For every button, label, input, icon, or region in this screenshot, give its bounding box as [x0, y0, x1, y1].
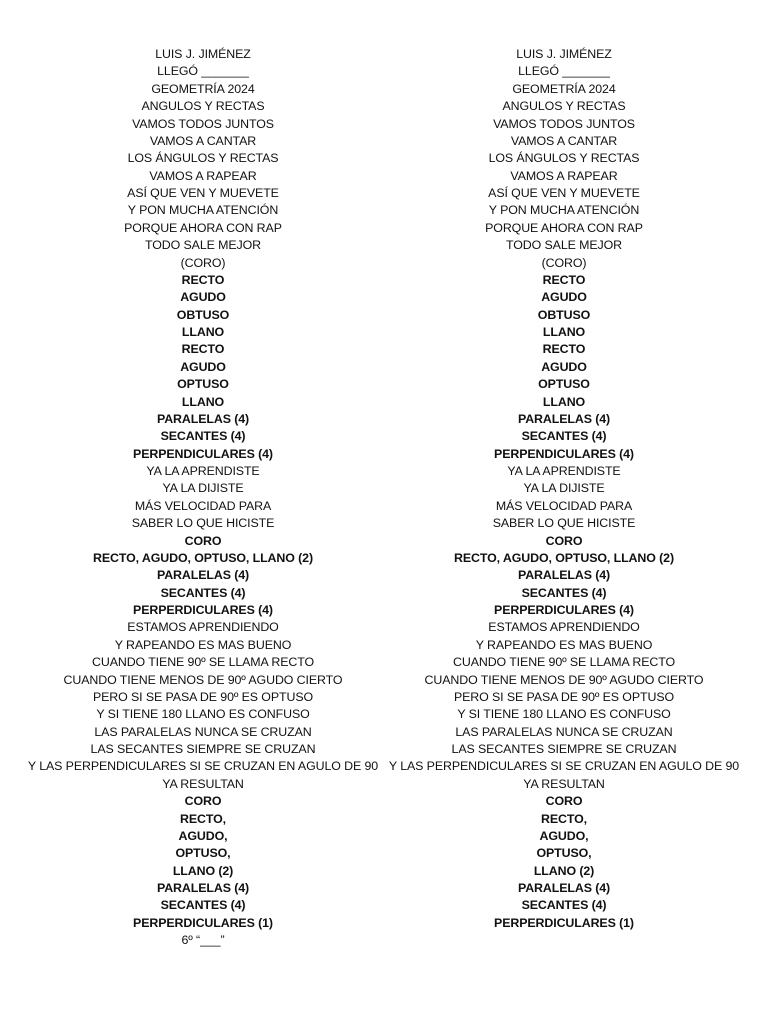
lyric-line: PORQUE AHORA CON RAP	[124, 220, 282, 235]
lyric-line: PARALELAS (4)	[156, 881, 250, 895]
lyric-line: LOS ÁNGULOS Y RECTAS	[127, 151, 279, 166]
lyric-line: CORO	[545, 794, 583, 809]
lyric-line: LOS ÁNGULOS Y RECTAS	[488, 151, 640, 166]
lyric-line: SECANTES (4)	[160, 898, 246, 913]
lyric-line: OPTUSO,	[175, 846, 231, 861]
lyric-line: SABER LO QUE HICISTE	[131, 516, 275, 531]
lyric-line: PARALELAS (4)	[517, 411, 611, 426]
lyric-line: ASÍ QUE VEN Y MUEVETE	[127, 186, 279, 200]
lyric-line: OBTUSO	[176, 307, 230, 322]
lyric-line: VAMOS A RAPEAR	[149, 168, 257, 183]
lyric-line: PERO SI SE PASA DE 90º ES OPTUSO	[92, 689, 314, 704]
lyrics-column-left	[11, 46, 395, 950]
lyric-line: LAS SECANTES SIEMPRE SE CRUZAN	[451, 742, 677, 756]
lyric-line: AGUDO,	[178, 828, 228, 843]
lyric-line: Y SI TIENE 180 LLANO ES CONFUSO	[457, 707, 671, 722]
lyric-line: LUIS J. JIMÉNEZ	[155, 47, 251, 61]
lyric-line: ASÍ QUE VEN Y MUEVETE	[488, 186, 640, 200]
lyric-line: VAMOS A CANTAR	[510, 133, 618, 148]
lyric-line: SECANTES (4)	[160, 429, 246, 444]
lyric-line: ESTAMOS APRENDIENDO	[488, 620, 640, 635]
lyric-line: SABER LO QUE HICISTE	[492, 516, 636, 531]
lyric-line: CUANDO TIENE 90º SE LLAMA RECTO	[92, 655, 314, 670]
lyric-line: RECTO, AGUDO, OPTUSO, LLANO (2)	[454, 550, 674, 565]
lyric-line: RECTO	[181, 342, 225, 357]
lyric-line: AGUDO	[180, 290, 226, 305]
lyric-line: PERPERDICULARES (4)	[133, 603, 273, 617]
lyric-line: SECANTES (4)	[521, 585, 607, 600]
lyric-line: TODO SALE MEJOR	[505, 238, 622, 253]
lyric-line: RECTO, AGUDO, OPTUSO, LLANO (2)	[93, 550, 313, 565]
lyric-line: PORQUE AHORA CON RAP	[485, 220, 643, 235]
lyric-line: PERPERDICULARES (1)	[133, 915, 273, 930]
lyric-line: GEOMETRÍA 2024	[512, 81, 616, 96]
lyric-line: LLANO (2)	[533, 863, 595, 878]
lyric-line: RECTO	[542, 272, 586, 287]
lyric-line: LAS PARALELAS NUNCA SE CRUZAN	[455, 724, 673, 739]
lyric-line: RECTO	[181, 272, 225, 287]
lyric-line: OPTUSO	[538, 377, 590, 392]
lyric-line: CORO	[184, 794, 222, 809]
lyric-line: YA LA APRENDISTE	[507, 464, 621, 478]
lyric-line: YA LA DIJISTE	[523, 481, 605, 496]
lyric-line: VAMOS TODOS JUNTOS	[132, 116, 274, 131]
lyric-line: RECTO,	[541, 811, 587, 826]
lyric-line: Y SI TIENE 180 LLANO ES CONFUSO	[96, 707, 310, 722]
lyric-line: LLANO	[181, 325, 225, 339]
lyric-line: PARALELAS (4)	[156, 568, 250, 583]
lyric-line: SECANTES (4)	[521, 429, 607, 444]
lyric-line: YA LA DIJISTE	[162, 481, 244, 496]
lyric-line: OPTUSO,	[536, 846, 592, 861]
lyric-line: YA LA APRENDISTE	[146, 464, 260, 478]
lyric-line: Y RAPEANDO ES MAS BUENO	[475, 637, 653, 652]
lyric-line: LAS SECANTES SIEMPRE SE CRUZAN	[90, 742, 316, 756]
lyric-line: VAMOS A RAPEAR	[510, 168, 618, 183]
lyric-line: RECTO,	[180, 811, 226, 826]
lyric-line: YA RESULTAN	[523, 776, 605, 791]
lyric-line: AGUDO	[541, 359, 587, 374]
lyric-line: LLANO	[181, 394, 225, 409]
lyric-line: ANGULOS Y RECTAS	[141, 99, 265, 114]
lyric-line: AGUDO	[541, 290, 587, 305]
lyric-line: MÁS VELOCIDAD PARA	[134, 498, 272, 513]
lyric-line: Y LAS PERPENDICULARES SI SE CRUZAN EN AGULO DE 90	[388, 759, 740, 774]
lyric-line: GEOMETRÍA 2024	[151, 81, 255, 96]
lyric-line: RECTO	[542, 342, 586, 357]
lyric-line: AGUDO	[180, 359, 226, 374]
lyric-line: SECANTES (4)	[521, 898, 607, 913]
lyric-line: MÁS VELOCIDAD PARA	[495, 498, 633, 513]
lyric-line: ANGULOS Y RECTAS	[502, 99, 626, 114]
lyric-line: CUANDO TIENE MENOS DE 90º AGUDO CIERTO	[63, 672, 343, 687]
lyric-line: PARALELAS (4)	[156, 411, 250, 426]
lyric-line: LLANO (2)	[172, 863, 234, 878]
lyric-line: LUIS J. JIMÉNEZ	[516, 47, 612, 61]
lyric-line: PERPENDICULARES (4)	[494, 446, 634, 461]
lyric-line: Y LAS PERPENDICULARES SI SE CRUZAN EN AGULO DE 90	[27, 759, 379, 774]
lyric-line: TODO SALE MEJOR	[144, 238, 261, 253]
lyric-line: PARALELAS (4)	[517, 881, 611, 895]
lyric-line: PERPERDICULARES (4)	[494, 603, 634, 617]
lyric-line: YA RESULTAN	[162, 776, 244, 791]
lyric-line: OBTUSO	[537, 307, 591, 322]
lyric-line: (CORO)	[541, 255, 587, 270]
lyric-line: LLEGÓ _______	[518, 64, 610, 79]
lyric-line: CORO	[184, 533, 222, 548]
lyric-line: Y PON MUCHA ATENCIÓN	[488, 203, 640, 218]
lyric-line: LLANO	[542, 325, 586, 339]
lyric-line: VAMOS A CANTAR	[149, 133, 257, 148]
lyric-line: CUANDO TIENE MENOS DE 90º AGUDO CIERTO	[424, 672, 704, 687]
lyric-line: PERO SI SE PASA DE 90º ES OPTUSO	[453, 689, 675, 704]
lyric-line: PERPERDICULARES (1)	[494, 915, 634, 930]
lyric-line: Y PON MUCHA ATENCIÓN	[127, 203, 279, 218]
lyric-line: 6º “___”	[181, 933, 225, 948]
lyric-line: LLEGÓ _______	[157, 64, 249, 79]
lyric-line: PERPENDICULARES (4)	[133, 446, 273, 461]
lyric-line: LLANO	[542, 394, 586, 409]
lyric-line: PARALELAS (4)	[517, 568, 611, 583]
lyric-line: LAS PARALELAS NUNCA SE CRUZAN	[94, 724, 312, 739]
lyrics-column-right	[372, 46, 756, 932]
lyric-line: ESTAMOS APRENDIENDO	[127, 620, 279, 635]
lyric-line: Y RAPEANDO ES MAS BUENO	[114, 637, 292, 652]
lyric-line: CUANDO TIENE 90º SE LLAMA RECTO	[453, 655, 675, 670]
lyric-line: (CORO)	[180, 255, 226, 270]
lyric-line: SECANTES (4)	[160, 585, 246, 600]
lyric-line: CORO	[545, 533, 583, 548]
lyric-line: OPTUSO	[177, 377, 229, 392]
lyric-line: VAMOS TODOS JUNTOS	[493, 116, 635, 131]
lyric-line: AGUDO,	[539, 828, 589, 843]
